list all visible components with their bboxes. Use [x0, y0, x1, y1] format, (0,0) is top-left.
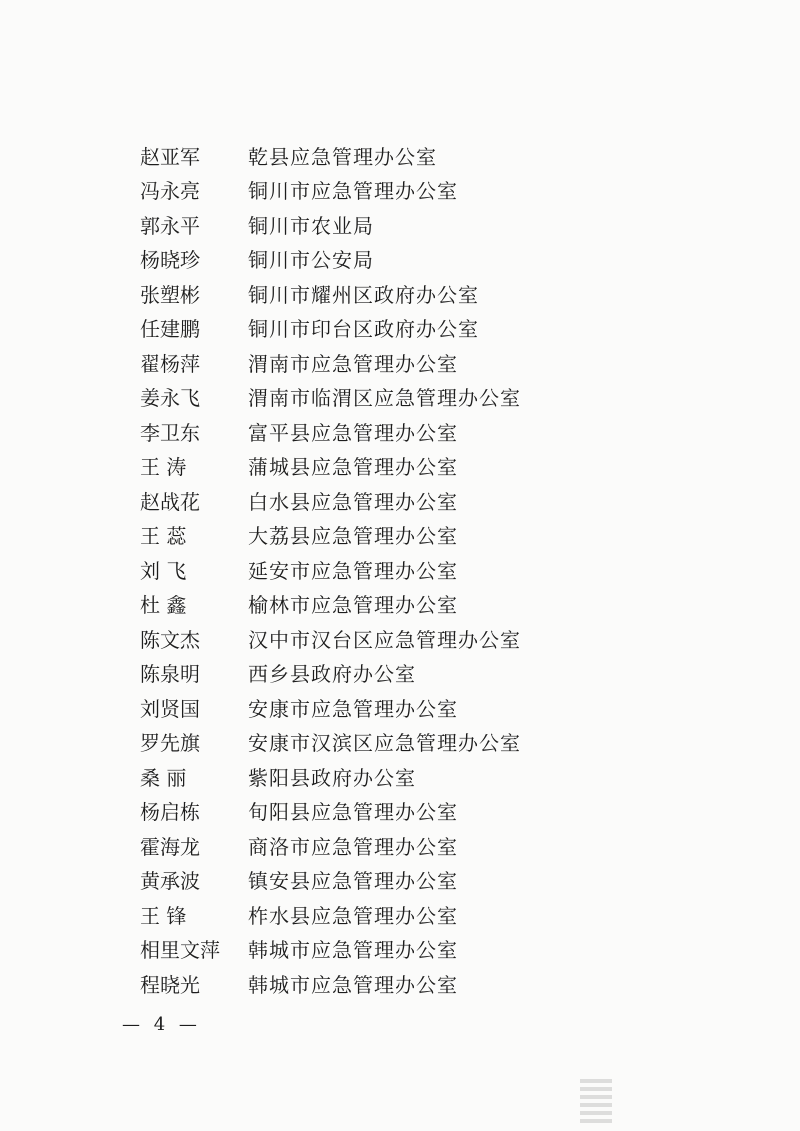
person-name: 冯永亮 — [140, 179, 200, 204]
person-name: 赵亚军 — [140, 144, 200, 169]
person-name: 王 涛 — [140, 455, 187, 480]
organization: 乾县应急管理办公室 — [248, 144, 437, 169]
organization: 渭南市应急管理办公室 — [248, 351, 458, 376]
list-item — [140, 345, 521, 380]
person-name: 王 蕊 — [140, 524, 187, 549]
list-item — [140, 966, 521, 1001]
list-item — [140, 897, 521, 932]
list-item — [140, 311, 521, 346]
person-name: 杨启栋 — [140, 800, 200, 825]
organization: 韩城市应急管理办公室 — [248, 938, 458, 963]
list-item — [140, 690, 521, 725]
person-name: 杨晓珍 — [140, 248, 200, 273]
person-name: 王 锋 — [140, 903, 187, 928]
list-item — [140, 794, 521, 829]
list-item — [140, 518, 521, 553]
person-name: 罗先旗 — [140, 731, 200, 756]
name-list — [140, 138, 521, 1001]
list-item — [140, 759, 521, 794]
organization: 富平县应急管理办公室 — [248, 420, 458, 445]
person-name: 黄承波 — [140, 869, 200, 894]
organization: 铜川市耀州区政府办公室 — [248, 282, 479, 307]
person-name: 郭永平 — [140, 213, 200, 238]
organization: 延安市应急管理办公室 — [248, 558, 458, 583]
organization: 安康市汉滨区应急管理办公室 — [248, 731, 521, 756]
organization: 大荔县应急管理办公室 — [248, 524, 458, 549]
person-name: 李卫东 — [140, 420, 200, 445]
list-item — [140, 414, 521, 449]
organization: 榆林市应急管理办公室 — [248, 593, 458, 618]
person-name: 相里文萍 — [140, 938, 220, 963]
organization: 蒲城县应急管理办公室 — [248, 455, 458, 480]
list-item — [140, 932, 521, 967]
list-item — [140, 483, 521, 518]
person-name: 杜 鑫 — [140, 593, 187, 618]
list-item — [140, 552, 521, 587]
list-item — [140, 863, 521, 898]
person-name: 刘贤国 — [140, 696, 200, 721]
list-item — [140, 656, 521, 691]
organization: 旬阳县应急管理办公室 — [248, 800, 458, 825]
organization: 铜川市公安局 — [248, 248, 374, 273]
list-item — [140, 725, 521, 760]
person-name: 陈泉明 — [140, 662, 200, 687]
person-name: 姜永飞 — [140, 386, 200, 411]
organization: 西乡县政府办公室 — [248, 662, 416, 687]
list-item — [140, 173, 521, 208]
list-item — [140, 621, 521, 656]
list-item — [140, 449, 521, 484]
person-name: 霍海龙 — [140, 834, 200, 859]
organization: 白水县应急管理办公室 — [248, 489, 458, 514]
page-number: — 4 — — [122, 1014, 201, 1035]
person-name: 任建鹏 — [140, 317, 200, 342]
list-item — [140, 587, 521, 622]
organization: 铜川市应急管理办公室 — [248, 179, 458, 204]
organization: 汉中市汉台区应急管理办公室 — [248, 627, 521, 652]
person-name: 程晓光 — [140, 972, 200, 997]
organization: 紫阳县政府办公室 — [248, 765, 416, 790]
organization: 商洛市应急管理办公室 — [248, 834, 458, 859]
organization: 铜川市印台区政府办公室 — [248, 317, 479, 342]
organization: 渭南市临渭区应急管理办公室 — [248, 386, 521, 411]
organization: 韩城市应急管理办公室 — [248, 972, 458, 997]
list-item — [140, 276, 521, 311]
list-item — [140, 207, 521, 242]
person-name: 赵战花 — [140, 489, 200, 514]
person-name: 刘 飞 — [140, 558, 187, 583]
list-item — [140, 242, 521, 277]
person-name: 翟杨萍 — [140, 351, 200, 376]
list-item — [140, 138, 521, 173]
list-item — [140, 828, 521, 863]
organization: 安康市应急管理办公室 — [248, 696, 458, 721]
organization: 铜川市农业局 — [248, 213, 374, 238]
bleed-through-stamp — [580, 1075, 612, 1123]
person-name: 桑 丽 — [140, 765, 187, 790]
person-name: 张塑彬 — [140, 282, 200, 307]
organization: 镇安县应急管理办公室 — [248, 869, 458, 894]
organization: 柞水县应急管理办公室 — [248, 903, 458, 928]
list-item — [140, 380, 521, 415]
person-name: 陈文杰 — [140, 627, 200, 652]
